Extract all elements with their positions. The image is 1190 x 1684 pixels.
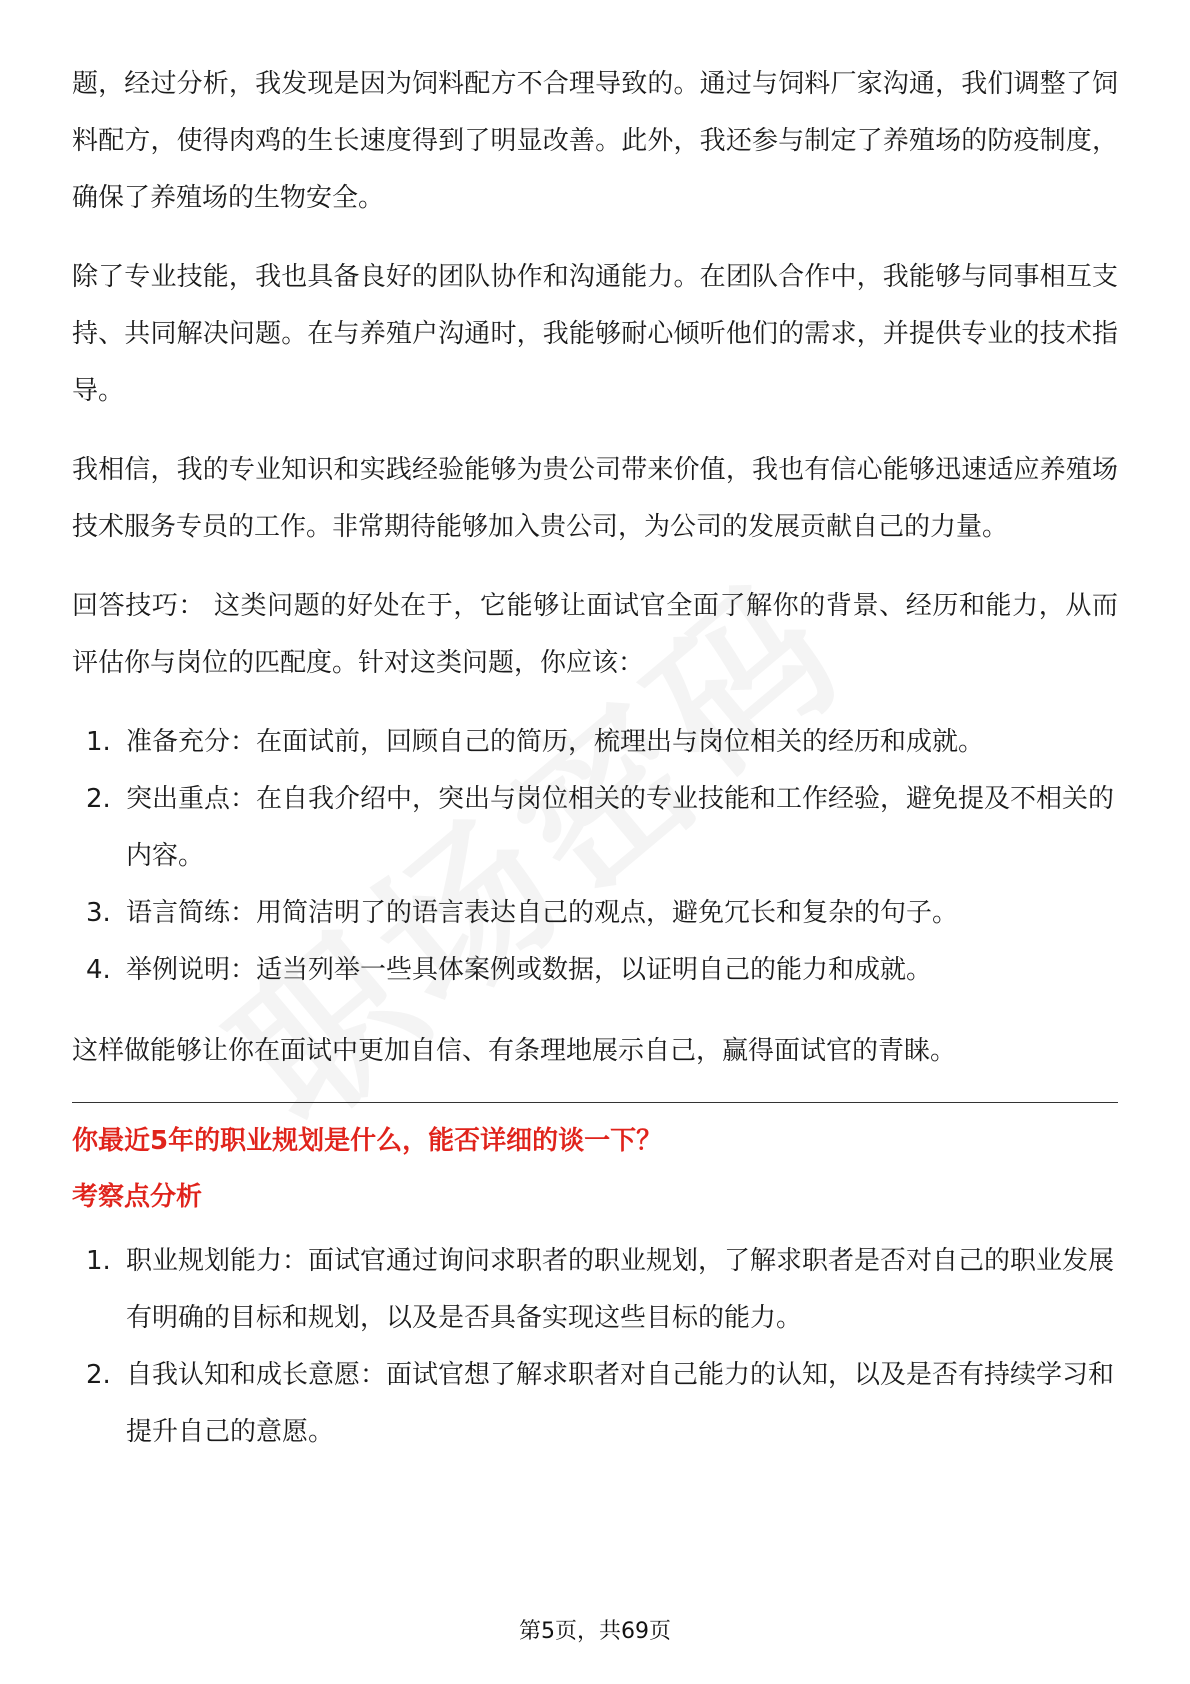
question-heading: 你最近5年的职业规划是什么，能否详细的谈一下？ [72, 1126, 663, 1156]
analysis-list [72, 1233, 1118, 1461]
list-item: 4. 举例说明：适当列举一些具体案例或数据，以证明自己的能力和成就。 [86, 955, 933, 985]
paragraph-teamwork: 除了专业技能，我也具备良好的团队协作和沟通能力。在团队合作中，我能够与同事相互支持、共同解决问题。在与养殖户沟通时，我能够耐心倾听他们的需求，并提供专业的技术指导。 [72, 262, 1118, 406]
list-item: 1. 准备充分：在面试前，回顾自己的简历，梳理出与岗位相关的经历和成就。 [86, 727, 985, 757]
paragraph-confidence: 我相信，我的专业知识和实践经验能够为贵公司带来价值，我也有信心能够迅速适应养殖场技术服务专员的工作。非常期待能够加入贵公司，为公司的发展贡献自己的力量。 [72, 455, 1118, 542]
list-item: 2. 突出重点：在自我介绍中，突出与岗位相关的专业技能和工作经验，避免提及不相关的内容。 [86, 784, 1115, 871]
list-item: 2. 自我认知和成长意愿：面试官想了解求职者对自己能力的认知，以及是否有持续学习和提升自己的意愿。 [86, 1360, 1115, 1447]
section-divider [72, 1102, 1118, 1103]
list-item: 1. 职业规划能力：面试官通过询问求职者的职业规划，了解求职者是否对自己的职业发展有明确的目标和规划，以及是否具备实现这些目标的能力。 [86, 1246, 1115, 1333]
list-item: 3. 语言简练：用简洁明了的语言表达自己的观点，避免冗长和复杂的句子。 [86, 898, 959, 928]
paragraph-experience: 题，经过分析，我发现是因为饲料配方不合理导致的。通过与饲料厂家沟通，我们调整了饲料配方，使得肉鸡的生长速度得到了明显改善。此外，我还参与制定了养殖场的防疫制度，确保了养殖场的生物安全。 [72, 69, 1118, 213]
document-page [72, 56, 1118, 1485]
paragraph-closing: 这样做能够让你在面试中更加自信、有条理地展示自己，赢得面试官的青睐。 [72, 1036, 957, 1066]
paragraph-answer-tips: 回答技巧： 这类问题的好处在于，它能够让面试官全面了解你的背景、经历和能力，从而评估你与岗位的匹配度。针对这类问题，你应该： [72, 591, 1118, 678]
analysis-heading: 考察点分析 [72, 1182, 203, 1212]
page-footer: 第5页，共69页 [519, 1619, 671, 1644]
tips-list [72, 714, 1118, 999]
